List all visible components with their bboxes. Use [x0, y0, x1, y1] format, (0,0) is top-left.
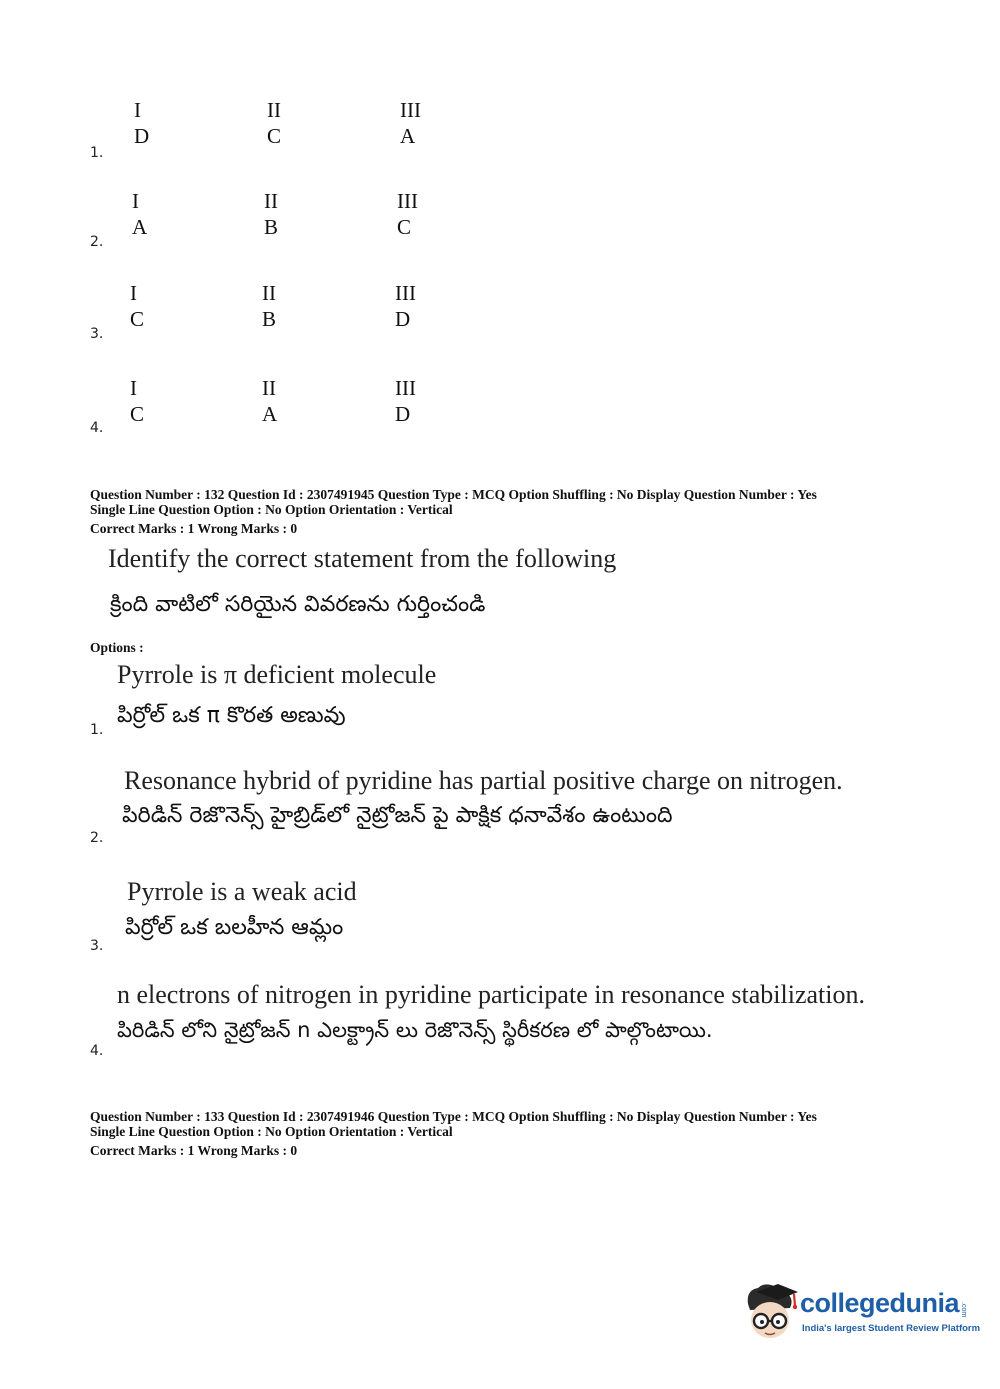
collegedunia-logo[interactable] — [742, 1282, 981, 1352]
option-number: 3. — [90, 938, 104, 954]
option-text-telugu: పిర్రోల్ ఒక బలహీన ఆమ్లం — [125, 915, 344, 940]
column-value-ii: C — [267, 124, 282, 148]
option-number: 1. — [90, 722, 104, 738]
option-number: 1. — [90, 145, 104, 161]
option-number: 2. — [90, 234, 104, 250]
column-header-ii: II — [264, 189, 278, 213]
column-header-iii: III — [397, 189, 418, 213]
option-text-telugu: పిరిడిన్ లోని నైట్రోజన్ n ఎలక్ట్రాన్ లు రెజొనెన్స్ స్థిరీకరణ లో పాల్గొంటాయి. — [117, 1018, 713, 1042]
option-text-telugu: పిరిడిన్ రెజొనెన్స్ హైబ్రిడ్‌లో నైట్రోజన్ పై పాక్షిక ధనావేశం ఉంటుంది — [122, 803, 673, 828]
column-header-ii: II — [262, 376, 276, 400]
column-header-iii: III — [400, 98, 421, 122]
column-header-i: I — [130, 376, 137, 400]
option-number: 4. — [90, 1043, 104, 1059]
meta-line-3: Correct Marks : 1 Wrong Marks : 0 — [90, 521, 298, 536]
column-header-iii: III — [395, 376, 416, 400]
option-text-english: n electrons of nitrogen in pyridine participate in resonance stabilization. — [117, 980, 865, 1009]
meta-line-2: Single Line Question Option : No Option Orientation : Vertical — [90, 502, 453, 517]
column-header-i: I — [132, 189, 139, 213]
option-number: 2. — [90, 830, 104, 846]
column-value-i: C — [130, 307, 145, 331]
options-label: Options : — [90, 640, 144, 655]
column-value-iii: D — [395, 307, 411, 331]
column-value-iii: C — [397, 215, 412, 239]
meta-line-3: Correct Marks : 1 Wrong Marks : 0 — [90, 1143, 298, 1158]
meta-line-2: Single Line Question Option : No Option Orientation : Vertical — [90, 1124, 453, 1139]
question-text-telugu: క్రింది వాటిలో సరియైన వివరణను గుర్తించండి — [110, 592, 486, 617]
column-value-i: A — [132, 215, 148, 239]
logo-name: collegedunia — [800, 1288, 960, 1318]
meta-line-1: Question Number : 133 Question Id : 2307491946 Question Type : MCQ Option Shuffling : No Display Question Number : Yes — [90, 1109, 817, 1124]
question-text-english: Identify the correct statement from the following — [108, 544, 617, 573]
option-text-telugu: పిర్రోల్ ఒక π కొరత అణువు — [117, 703, 346, 728]
option-text-english: Pyrrole is π deficient molecule — [117, 660, 437, 689]
column-value-ii: B — [262, 307, 277, 331]
column-value-iii: A — [400, 124, 416, 148]
option-number: 3. — [90, 326, 104, 342]
column-header-ii: II — [267, 98, 281, 122]
column-value-i: D — [134, 124, 150, 148]
option-number: 4. — [90, 420, 104, 436]
option-text-english: Pyrrole is a weak acid — [127, 877, 357, 906]
meta-line-1: Question Number : 132 Question Id : 2307491945 Question Type : MCQ Option Shuffling : No Display Question Number : Yes — [90, 487, 817, 502]
option-text-english: Resonance hybrid of pyridine has partial positive charge on nitrogen. — [124, 766, 843, 795]
column-value-ii: B — [264, 215, 279, 239]
logo-suffix: .com — [960, 1302, 967, 1318]
column-header-ii: II — [262, 281, 276, 305]
column-header-iii: III — [395, 281, 416, 305]
column-header-i: I — [134, 98, 141, 122]
column-value-ii: A — [262, 402, 278, 426]
column-value-i: C — [130, 402, 145, 426]
column-value-iii: D — [395, 402, 411, 426]
logo-tagline: India's largest Student Review Platform — [802, 1323, 981, 1334]
column-header-i: I — [130, 281, 137, 305]
mascot-icon — [742, 1282, 800, 1344]
